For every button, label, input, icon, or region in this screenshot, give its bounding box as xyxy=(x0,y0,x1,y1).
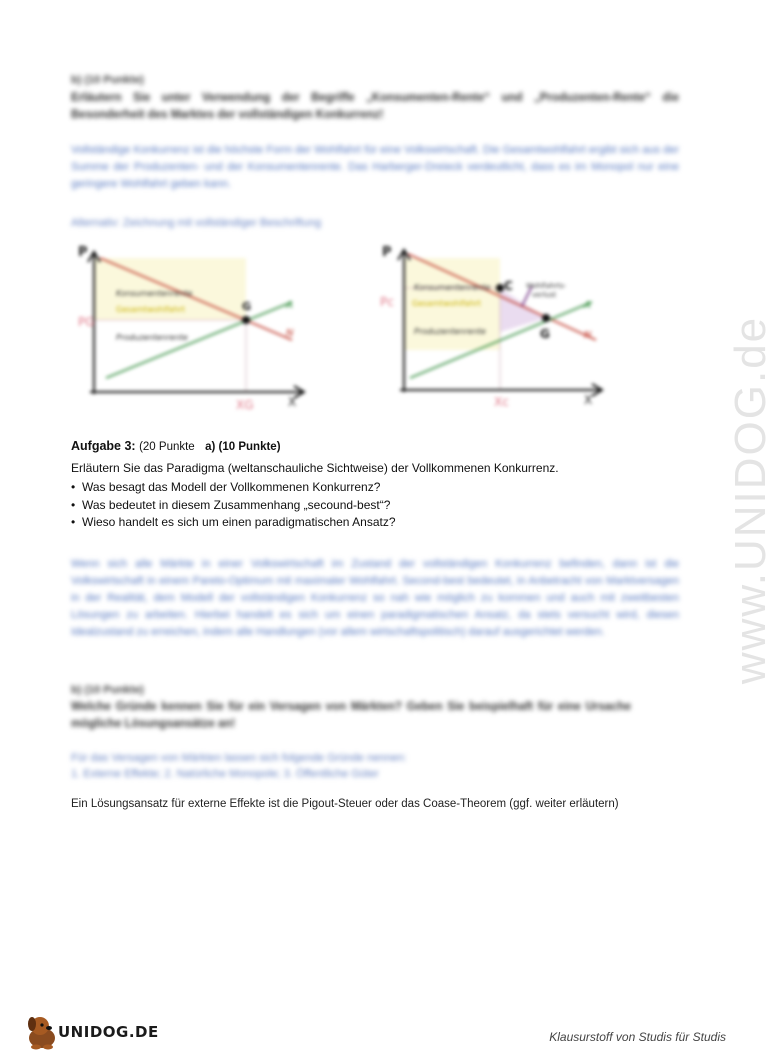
section-b1-answer: Vollständige Konkurrenz ist die höchste Form der Wohlfahrt für eine Volkswirtschaft. Die Gesamtwohlfahrt ergibt sich aus der Summe der Produzenten- und der Konsumentenrente. Das Harberger-Dreieck verdeutlicht, dass es im Monopol nur eine geringere Wohlfahrt geben kann. xyxy=(71,144,679,190)
task-3-sub-a: a) (10 Punkte) xyxy=(205,441,281,453)
section-b1 xyxy=(71,74,679,232)
footer-logo-text: UNIDOG.DE xyxy=(58,1023,159,1041)
diagram-right-supply-label: A xyxy=(584,300,591,311)
diagram-left-supply-label: A xyxy=(286,300,293,311)
diagram-right xyxy=(366,244,616,414)
task-3-bullet: • Was bedeutet in diesem Zusammenhang „secound-best“? xyxy=(71,497,391,512)
diagram-right-point-g-label: G xyxy=(540,327,550,341)
section-b1-heading: b) (10 Punkte) xyxy=(71,74,144,86)
diagram-right-loss-label-1: Wohlfahrts- xyxy=(526,282,567,290)
footer-tagline: Klausurstoff von Studis für Studis xyxy=(549,1030,726,1044)
diagram-caption: Alternativ: Zeichnung mit vollständiger Beschriftung xyxy=(71,217,322,229)
watermark: www.UNIDOG.de xyxy=(726,315,775,685)
diagram-right-point-c xyxy=(496,284,504,292)
diagram-left-demand-label: N xyxy=(286,328,294,339)
diagram-left-y-label: P xyxy=(78,245,88,260)
task-3-title: Aufgabe 3: xyxy=(71,439,136,453)
task-3-bullet: • Wieso handelt es sich um einen paradigmatischen Ansatz? xyxy=(71,515,396,529)
diagram-left-price-label: PG xyxy=(78,315,95,329)
diagram-right-point-g xyxy=(542,314,550,322)
task-3-title-line xyxy=(71,437,691,456)
section-b2-question: Welche Gründe kennen Sie für ein Versagen von Märkten? Geben Sie beispielhaft für eine Ursache mögliche Lösungsansätze an! xyxy=(71,701,631,730)
diagram-left-consumer-label: Konsumentenrente xyxy=(116,289,193,298)
diagram-right-price-label: Pc xyxy=(380,295,394,309)
diagram-right-loss-label-2: verlust xyxy=(532,291,557,299)
diagram-left-quantity-label: XG xyxy=(236,398,254,412)
diagram-left-point-label: G xyxy=(242,300,252,313)
diagram-left-total-label: Gesamtwohlfahrt xyxy=(116,305,186,314)
diagram-right-consumer-area xyxy=(404,258,500,302)
section-b2-answer-line-1: Für das Versagen von Märkten lassen sich folgende Gründe nennen: xyxy=(71,752,407,764)
diagram-left-x-label: X xyxy=(288,395,297,409)
diagram-right-total-label: Gesamtwohlfahrt xyxy=(412,299,482,308)
diagram-right-demand-label: N xyxy=(584,330,592,341)
task-3-question: Erläutern Sie das Paradigma (weltanschauliche Sichtweise) der Vollkommenen Konkurrenz. xyxy=(71,461,559,475)
diagram-right-quantity-label: Xc xyxy=(494,395,509,409)
diagram-right-x-label: X xyxy=(584,393,593,407)
diagram-left-producer-label: Produzentenrente xyxy=(116,333,188,342)
diagram-left-equilibrium-point xyxy=(242,316,250,324)
diagram-right-producer-area xyxy=(404,302,500,350)
task-3-bullet: • Was besagt das Modell der Vollkommenen Konkurrenz? xyxy=(71,480,381,494)
section-b1-question: Erläutern Sie unter Verwendung der Begriffe „Konsumenten-Rente“ und „Produzenten-Rente“ die Besonderheit des Marktes der vollständigen Konkurrenz! xyxy=(71,92,679,121)
diagram-right-point-c-label: C xyxy=(504,279,513,293)
diagram-right-y-label: P xyxy=(382,245,392,260)
task-3-points: (20 Punkte xyxy=(139,441,195,453)
task-3 xyxy=(71,437,691,532)
section-b2 xyxy=(71,684,679,782)
task-3-bullets xyxy=(71,479,691,532)
task-3-answer: Wenn sich alle Märkte in einer Volkswirtschaft im Zustand der vollständigen Konkurrenz befinden, dann ist die Volkswirtschaft in einem Pareto-Optimum mit maximaler Wohlfahrt. Second-best bedeutet, in Anbetracht von Marktversagen in der Realität, dem Modell der vollständigen Konkurrenz so nah wie möglich zu kommen und auch mit zweitbesten Lösungen zu arbeiten. Hierbei handelt es sich um einen paradigmatischen Ansatz, da stets versucht wird, diesen Idealzustand zu erreichen, indem alle Handlungen (vor allem wirtschaftspolitisch) darauf ausgerichtet werden. xyxy=(71,558,679,638)
section-b2-solution: Ein Lösungsansatz für externe Effekte ist die Pigout-Steuer oder das Coase-Theorem (ggf. weiter erläutern) xyxy=(71,798,619,810)
section-b2-heading: b) (10 Punkte) xyxy=(71,684,144,696)
section-b2-answer-line-2: 1. Externe Effekte; 2. Natürliche Monopole; 3. Öffentliche Güter xyxy=(71,768,379,780)
diagram-left xyxy=(70,244,320,414)
diagram-right-consumer-label: Konsumentenrente xyxy=(414,283,491,292)
diagram-right-producer-label: Produzentenrente xyxy=(414,327,486,336)
